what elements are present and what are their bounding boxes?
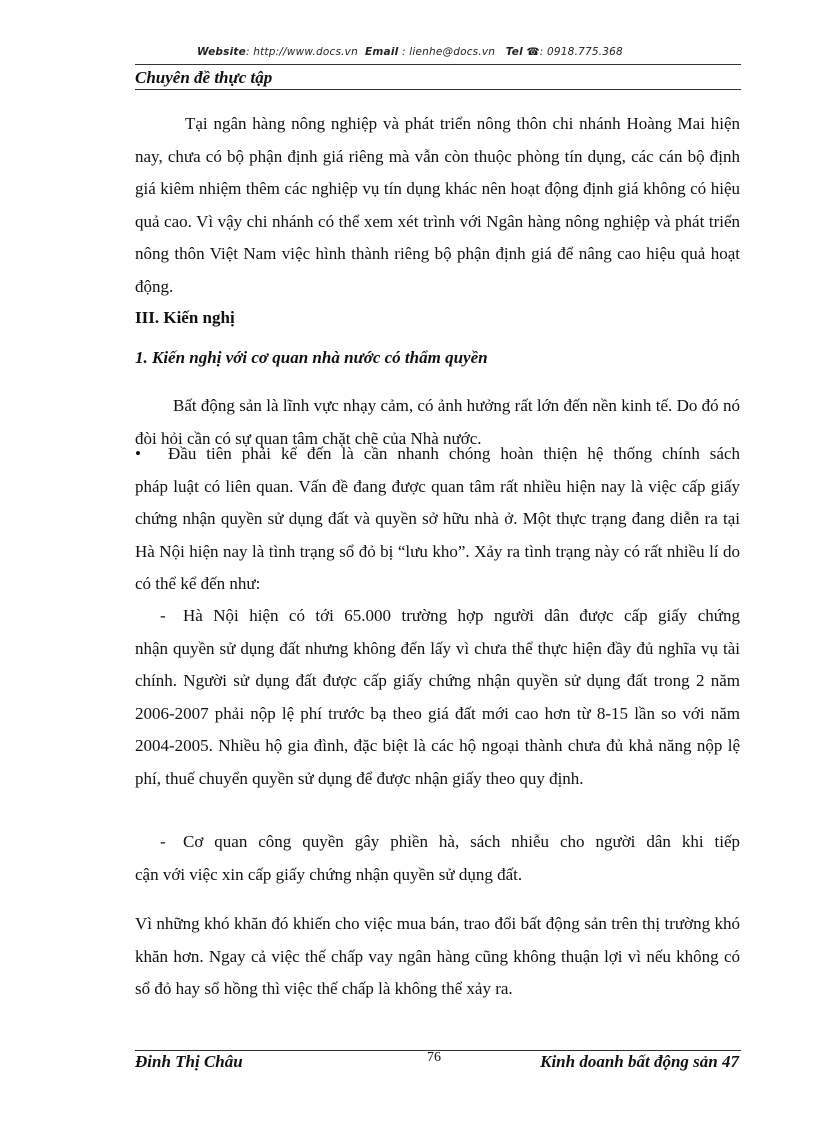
footer-author: Đinh Thị Châu (135, 1052, 243, 1071)
bullet-continuation: pháp luật có liên quan. Vấn đề đang được quan tâm rất nhiều hiện nay là việc cấp giấy chứng nhận quyền sử dụng đất và quyền sở hữu nhà ở. Một thực trạng đang diễn ra tại Hà Nội hiện nay là tình trạng sổ đỏ bị “lưu kho”. Xảy ra tình trạng này có rất nhiều lí do có thể kể đến như: (135, 476, 740, 593)
document-label: Chuyên đề thực tập (135, 68, 273, 87)
dash-marker: - (160, 606, 166, 625)
bullet-item (135, 438, 740, 601)
website-url: : http://www.docs.vn (245, 46, 358, 58)
body-paragraph-3: Vì những khó khăn đó khiến cho việc mua bán, trao đổi bất động sản trên thị trường khó khăn hơn. Ngay cả việc thế chấp vay ngân hàng cũng không thuận lợi vì nếu không có sổ đỏ hay sổ hồng thì việc thế chấp là không thể xảy ra. (135, 914, 740, 998)
website-header (197, 46, 737, 58)
bullet-marker: • (135, 444, 141, 463)
body-paragraph-2: Bất động sản là lĩnh vực nhạy cảm, có ảnh hưởng rất lớn đến nền kinh tế. Do đó nó đòi hỏi cần có sự quan tâm chặt chẽ của Nhà nước. (135, 396, 740, 448)
dash-item-1-first-line: Hà Nội hiện có tới 65.000 trường hợp người dân được cấp giấy chứng (183, 606, 740, 625)
bullet-first-line: Đầu tiên phải kể đến là cần nhanh chóng hoàn thiện hệ thống chính sách (168, 444, 740, 463)
dash-item-2-first-line: Cơ quan công quyền gây phiền hà, sách nhiễu cho người dân khi tiếp (183, 832, 740, 851)
page-number: 76 (427, 1050, 441, 1065)
dash-item-1-continuation: nhận quyền sử dụng đất nhưng không đến lấy vì chưa thể thực hiện đầy đủ nghĩa vụ tài chính. Người sử dụng đất được cấp giấy chứng nhận quyền sử dụng đất trong 2 năm 2006-2007 phải nộp lệ phí trước bạ theo giá đất mới cao hơn từ 8-15 lần so với năm 2004-2005. Nhiều hộ gia đình, đặc biệt là các hộ ngoại thành chưa đủ khả năng nộp lệ phí, thuế chuyển quyền sử dụng để được nhận giấy theo quy định. (135, 638, 740, 788)
header-rule-bottom (135, 89, 741, 90)
dash-item-2 (135, 826, 740, 891)
phone-icon: ☎ (526, 46, 540, 58)
footer-course: Kinh doanh bất động sản 47 (540, 1052, 739, 1071)
dash-item-2-continuation: cận với việc xin cấp giấy chứng nhận quyền sử dụng đất. (135, 864, 523, 884)
tel-number: : 0918.775.368 (539, 46, 623, 58)
tel-label: Tel (505, 46, 523, 58)
email-label: Email (365, 46, 399, 58)
dash-marker: - (160, 832, 166, 851)
email-address: : lienhe@docs.vn (401, 46, 496, 58)
dash-item-1 (135, 600, 740, 795)
section-heading: III. Kiến nghị (135, 308, 235, 327)
body-paragraph-1: Tại ngân hàng nông nghiệp và phát triển nông thôn chi nhánh Hoàng Mai hiện nay, chưa có bộ phận định giá riêng mà vẫn còn thuộc phòng tín dụng, các cán bộ định giá kiêm nhiệm thêm các nghiệp vụ tín dụng khác nên hoạt động định giá không có hiệu quả cao. Vì vậy chi nhánh có thể xem xét trình với Ngân hàng nông nghiệp và phát triển nông thôn Việt Nam việc hình thành riêng bộ phận định giá để nâng cao hiệu quả hoạt động. (135, 114, 740, 296)
subsection-heading: 1. Kiến nghị với cơ quan nhà nước có thẩm quyền (135, 348, 488, 367)
header-rule-top (135, 64, 741, 65)
page-footer (135, 1052, 741, 1076)
website-label: Website (197, 46, 246, 58)
